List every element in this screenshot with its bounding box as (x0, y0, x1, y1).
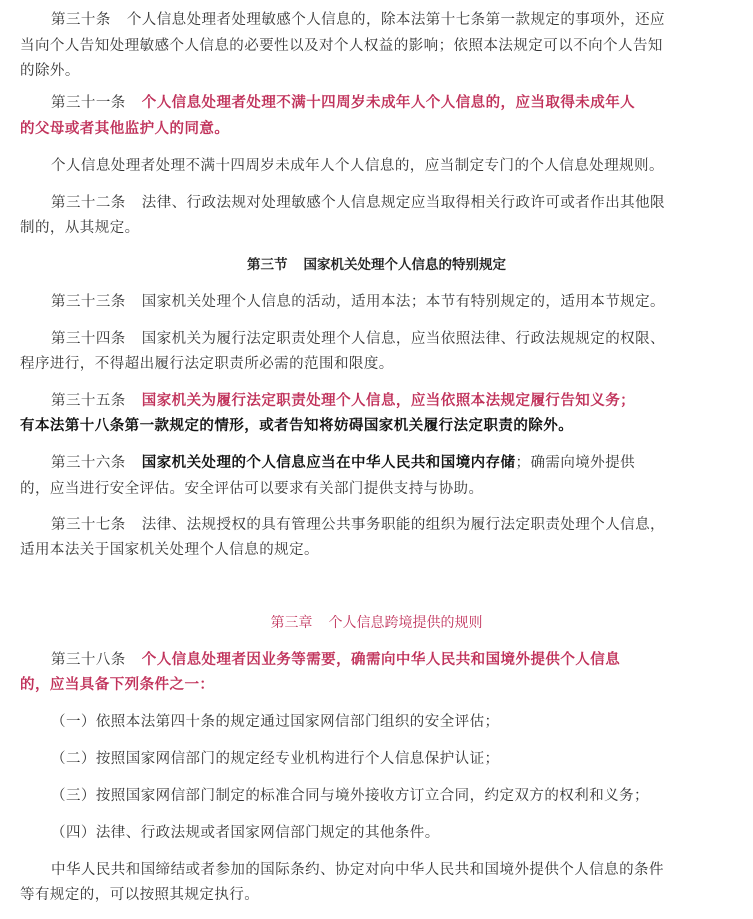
section-heading (0, 253, 753, 277)
article-35-line-1 (51, 389, 731, 413)
article-38-item-4: （四）法律、行政法规或者国家网信部门规定的其他条件。 (51, 825, 440, 841)
chapter-title: 个人信息跨境提供的规则 (328, 615, 483, 631)
article-33-text-1: 国家机关处理个人信息的活动，适用本法；本节有特别规定的，适用本节规定。 (141, 294, 665, 310)
article-38-line-2: 的，应当具备下列条件之一： (20, 677, 215, 693)
article-35-line-2: 有本法第十八条第一款规定的情形，或者告知将妨碍国家机关履行法定职责的除外。 (20, 418, 574, 434)
article-34-label: 第三十四条 (51, 331, 126, 347)
chapter-label: 第三章 (270, 615, 313, 631)
article-38-line-1 (51, 648, 731, 672)
article-32-label: 第三十二条 (51, 195, 126, 211)
article-32-text-1: 法律、行政法规对处理敏感个人信息规定应当取得相关行政许可或者作出其他限 (141, 195, 665, 211)
article-37-label: 第三十七条 (51, 517, 126, 533)
article-37-text-1: 法律、法规授权的具有管理公共事务职能的组织为履行法定职责处理个人信息， (141, 517, 665, 533)
article-37-line-2: 适用本法关于国家机关处理个人信息的规定。 (20, 542, 319, 558)
article-30-label: 第三十条 (51, 12, 111, 28)
article-30-text-1: 个人信息处理者处理敏感个人信息的，除本法第十七条第一款规定的事项外，还应 (126, 12, 666, 28)
article-38-item-3: （三）按照国家网信部门制定的标准合同与境外接收方订立合同，约定双方的权利和义务； (51, 788, 649, 804)
article-35-label: 第三十五条 (51, 393, 126, 409)
article-31-line-2: 的父母或者其他监护人的同意。 (20, 121, 230, 137)
article-37-line-1 (51, 513, 731, 537)
article-30-line-1 (51, 8, 731, 32)
section-label: 第三节 (247, 257, 288, 273)
article-38-paragraph-2-line-1: 中华人民共和国缔结或者参加的国际条约、协定对向中华人民共和国境外提供个人信息的条件 (51, 862, 664, 878)
article-34-line-1 (51, 327, 731, 351)
article-31-text-1: 个人信息处理者处理不满十四周岁未成年人个人信息的，应当取得未成年人 (141, 95, 636, 111)
article-34-line-2: 程序进行，不得超出履行法定职责所必需的范围和限度。 (20, 356, 394, 372)
article-32-line-1 (51, 191, 731, 215)
article-35-text-1: 国家机关为履行法定职责处理个人信息，应当依照本法规定履行告知义务； (141, 393, 636, 409)
article-32-line-2: 制的，从其规定。 (20, 220, 140, 236)
article-38-paragraph-2-line-2: 等有规定的，可以按照其规定执行。 (20, 887, 260, 903)
article-31-line-1 (51, 91, 731, 115)
article-33-label: 第三十三条 (51, 294, 126, 310)
article-34-text-1: 国家机关为履行法定职责处理个人信息，应当依照法律、行政法规规定的权限、 (141, 331, 665, 347)
section-title: 国家机关处理个人信息的特别规定 (303, 257, 506, 273)
article-36-line-2: 的，应当进行安全评估。安全评估可以要求有关部门提供支持与协助。 (20, 481, 484, 497)
article-36-label: 第三十六条 (51, 455, 126, 471)
article-30-line-2: 当向个人告知处理敏感个人信息的必要性以及对个人权益的影响；依照本法规定可以不向个人告知 (20, 38, 663, 54)
article-30-line-3: 的除外。 (20, 63, 80, 79)
article-31-paragraph-2: 个人信息处理者处理不满十四周岁未成年人个人信息的，应当制定专门的个人信息处理规则。 (51, 158, 664, 174)
article-36-text-bold: 国家机关处理的个人信息应当在中华人民共和国境内存储 (141, 455, 516, 471)
article-36-text-rest: ；确需向境外提供 (515, 455, 636, 471)
article-38-item-1: （一）依照本法第四十条的规定通过国家网信部门组织的安全评估； (51, 714, 500, 730)
article-31-label: 第三十一条 (51, 95, 126, 111)
article-36-line-1 (51, 451, 731, 475)
chapter-heading (0, 611, 753, 635)
article-38-label: 第三十八条 (51, 652, 126, 668)
article-38-item-2: （二）按照国家网信部门的规定经专业机构进行个人信息保护认证； (51, 751, 500, 767)
article-33-line-1 (51, 290, 731, 314)
article-38-text-1: 个人信息处理者因业务等需要，确需向中华人民共和国境外提供个人信息 (141, 652, 621, 668)
